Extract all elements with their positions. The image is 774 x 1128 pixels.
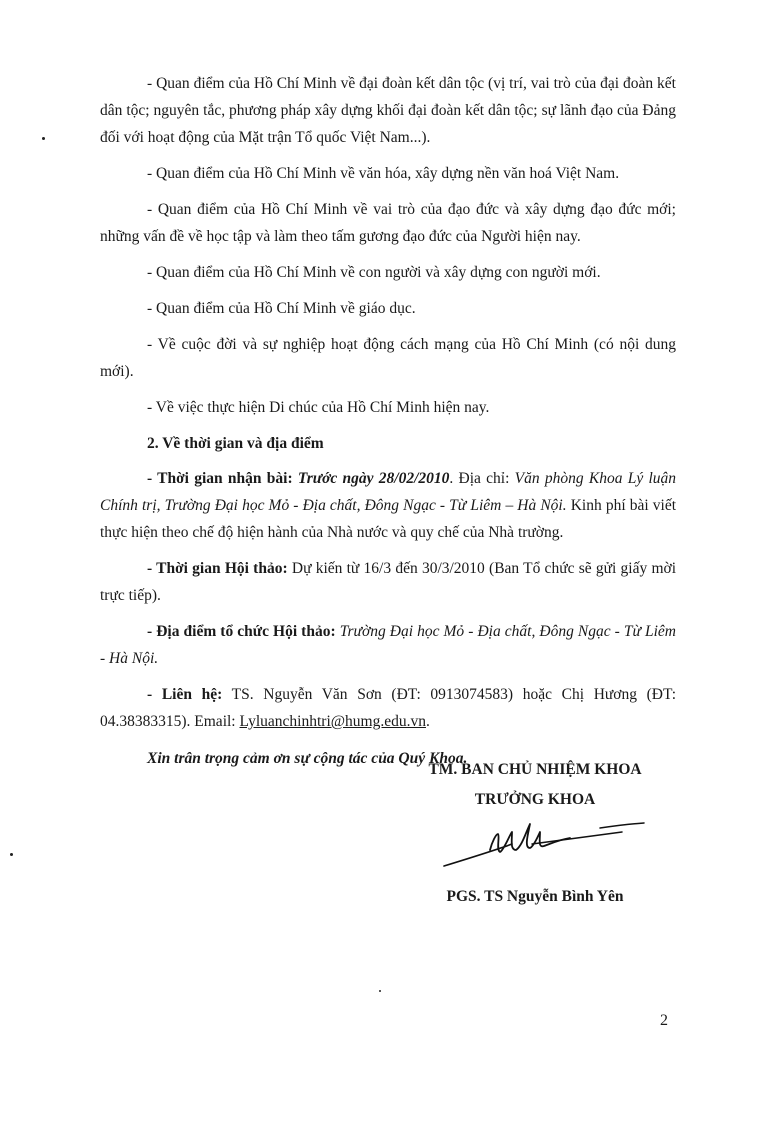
scan-speck [10,853,13,856]
venue-label: - Địa điểm tổ chức Hội thảo: [147,623,336,640]
paragraph: - Về việc thực hiện Di chúc của Hồ Chí Minh hiện nay. [147,399,490,416]
contact-text: TS. Nguyễn Văn Sơn (ĐT: 0913074583) hoặc Chị Hương (ĐT: 04.38383315). Email: [100,686,676,730]
scan-speck [379,990,381,992]
conference-time-paragraph [100,555,676,609]
submission-paragraph [100,465,676,546]
paragraph: - Quan điểm của Hồ Chí Minh về vai trò của đạo đức và xây dựng đạo đức mới; những vấn đề về học tập và làm theo tấm gương đạo đức của Người hiện nay. [100,201,676,245]
signature-title-line2: TRƯỞNG KHOA [474,791,596,808]
paragraph: - Quan điểm của Hồ Chí Minh về đại đoàn kết dân tộc (vị trí, vai trò của đại đoàn kết dân tộc; nguyên tắc, phương pháp xây dựng khối đại đoàn kết dân tộc; sự lãnh đạo của Đảng đối với hoạt động của Mặt trận Tổ quốc Việt Nam...). [100,75,676,146]
section-heading: 2. Về thời gian và địa điểm [147,435,324,452]
contact-paragraph [100,681,676,735]
body-text [100,70,676,772]
venue-paragraph [100,618,676,672]
conference-time-text: Dự kiến từ 16/3 đến 30/3/2010 (Ban Tổ chức sẽ gửi giấy mời trực tiếp). [100,560,677,604]
paragraph: - Quan điểm của Hồ Chí Minh về văn hóa, xây dựng nền văn hoá Việt Nam. [147,165,620,182]
paragraph: - Quan điểm của Hồ Chí Minh về giáo dục. [147,300,416,317]
page-number: 2 [660,1012,668,1029]
conference-time-label: - Thời gian Hội thảo: [147,560,288,577]
paragraph: - Quan điểm của Hồ Chí Minh về con người và xây dựng con người mới. [147,264,601,281]
submission-deadline: Trước ngày 28/02/2010 [297,470,450,487]
submission-label: - Thời gian nhận bài: [147,470,293,487]
signer-name: PGS. TS Nguyễn Bình Yên [446,888,624,905]
submission-address: Văn phòng Khoa Lý luận Chính trị, Trường Đại học Mỏ - Địa chất, Đông Ngạc - Từ Liêm – Hà Nội. [100,470,676,514]
contact-end: . [425,713,430,730]
contact-label: - Liên hệ: [147,686,223,703]
funding-note: Kinh phí bài viết thực hiện theo chế độ hiện hành của Nhà nước và quy chế của Nhà trường. [100,497,677,541]
venue-text: Trường Đại học Mỏ - Địa chất, Đông Ngạc - Từ Liêm - Hà Nội. [100,623,677,667]
email-link[interactable]: Lyluanchinhtri@humg.edu.vn [239,713,426,730]
paragraph: - Về cuộc đời và sự nghiệp hoạt động cách mạng của Hồ Chí Minh (có nội dung mới). [100,336,676,380]
scan-speck [42,137,45,140]
thanks-line: Xin trân trọng cảm ơn sự cộng tác của Quý Khoa. [147,750,468,767]
signature-title-line1: TM. BAN CHỦ NHIỆM KHOA [428,761,642,778]
handwritten-signature [440,820,650,890]
address-prefix: . Địa chỉ: [449,470,510,487]
